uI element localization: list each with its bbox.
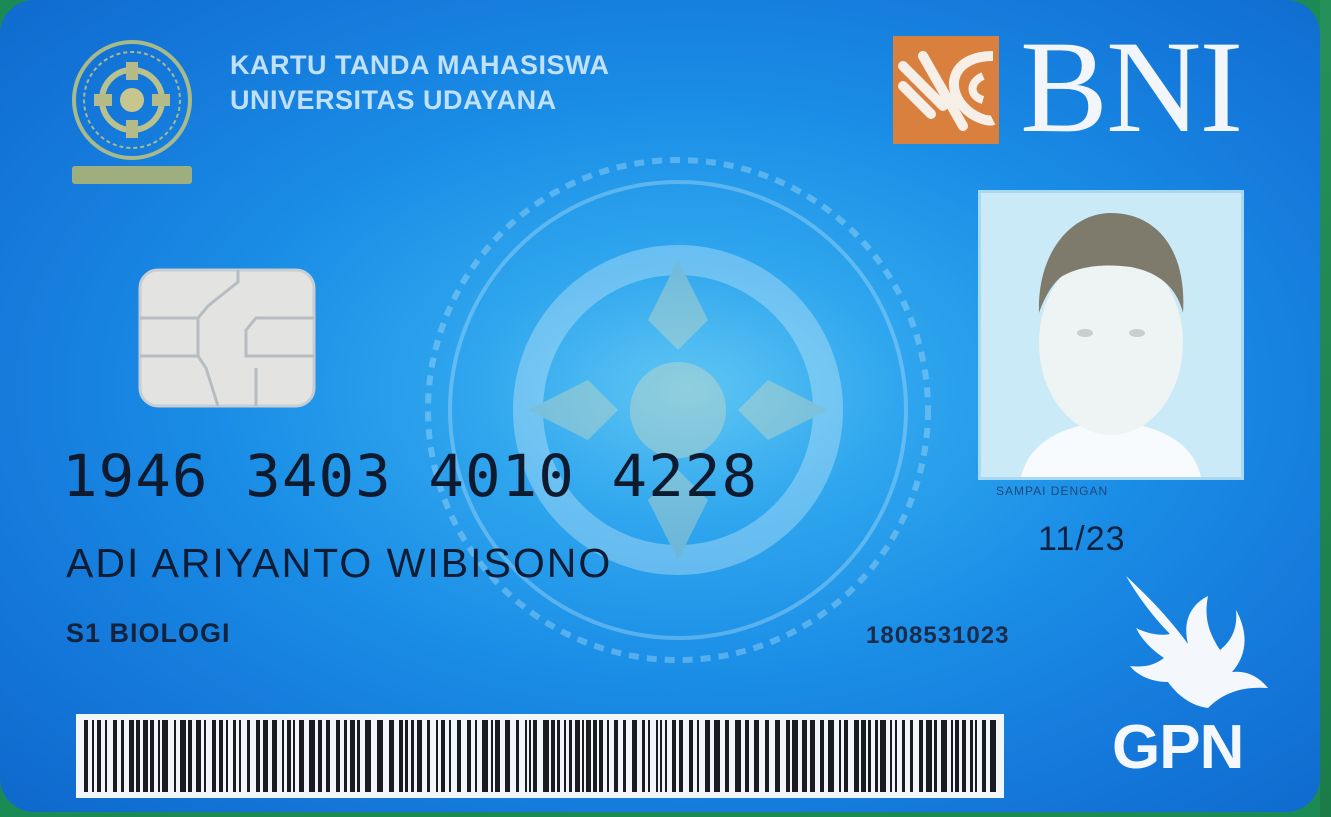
barcode-bar: [962, 720, 966, 792]
barcode-bar: [895, 720, 897, 792]
barcode-bar: [417, 720, 422, 792]
barcode-bar: [436, 720, 438, 792]
barcode-bar: [689, 720, 693, 792]
barcode-bar: [121, 720, 124, 792]
barcode-bar: [705, 720, 710, 792]
barcode-bar: [441, 720, 445, 792]
barcode-bar: [868, 720, 871, 792]
bank-name: BNI: [1020, 13, 1242, 160]
barcode-bar: [239, 720, 241, 792]
background-edge: [1320, 0, 1331, 817]
barcode-bar: [665, 720, 667, 792]
barcode-bar: [934, 720, 937, 792]
barcode-bar: [204, 720, 206, 792]
barcode-bar: [180, 720, 186, 792]
barcode-bar: [350, 720, 355, 792]
barcode-bar: [491, 720, 493, 792]
barcode-bar: [377, 720, 383, 792]
barcode-bar: [982, 720, 986, 792]
barcode-bar: [660, 720, 662, 792]
barcode-bar: [256, 720, 260, 792]
bni-logo-icon: [893, 36, 999, 144]
barcode-bar: [926, 720, 932, 792]
barcode-bar: [614, 720, 618, 792]
barcode-bar: [293, 720, 295, 792]
header-title: KARTU TANDA MAHASISWA: [230, 50, 610, 80]
barcode-bar: [92, 720, 94, 792]
barcode-bar: [105, 720, 107, 792]
barcode-bar: [955, 720, 959, 792]
holder-name: ADI ARIYANTO WIBISONO: [66, 540, 613, 586]
udayana-emblem-icon: [64, 38, 200, 188]
barcode-bar: [150, 720, 154, 792]
barcode-bar: [828, 720, 834, 792]
valid-until-date: 11/23: [1038, 520, 1126, 558]
barcode-bar: [129, 720, 134, 792]
barcode-bar: [282, 720, 284, 792]
barcode-bar: [642, 720, 645, 792]
barcode-bar: [919, 720, 923, 792]
barcode-bar: [765, 720, 769, 792]
barcode-bar: [411, 720, 414, 792]
barcode-bar: [495, 720, 500, 792]
barcode-bar: [786, 720, 790, 792]
valid-until-label: SAMPAI DENGAN: [996, 484, 1109, 498]
barcode-bar: [318, 720, 322, 792]
barcode-bar: [844, 720, 848, 792]
barcode-bar: [861, 720, 866, 792]
barcode-bar: [136, 720, 140, 792]
barcode-bar: [970, 720, 973, 792]
barcode-bar: [389, 720, 394, 792]
barcode-bar: [326, 720, 330, 792]
barcode-bar: [287, 720, 291, 792]
barcode-bar: [593, 720, 597, 792]
barcode-bar: [525, 720, 527, 792]
barcode-bar: [457, 720, 461, 792]
barcode-bar: [697, 720, 699, 792]
student-id-number: 1808531023: [866, 622, 1010, 649]
barcode-bar: [910, 720, 913, 792]
barcode-bar: [586, 720, 591, 792]
barcode-bar: [427, 720, 430, 792]
barcode-bar: [607, 720, 609, 792]
barcode-bar: [902, 720, 905, 792]
barcode-bar: [405, 720, 408, 792]
network-name: GPN: [1112, 713, 1244, 782]
barcode-bar: [219, 720, 223, 792]
barcode-bar: [533, 720, 537, 792]
barcode-bar: [247, 720, 250, 792]
study-program: S1 BIOLOGI: [66, 618, 231, 648]
barcode-bar: [482, 720, 488, 792]
barcode-bar: [529, 720, 531, 792]
barcode-bar: [263, 720, 268, 792]
barcode-bar: [564, 720, 566, 792]
barcode-bar: [735, 720, 741, 792]
card-number: 1946 3403 4010 4228: [62, 442, 759, 510]
barcode-bar: [839, 720, 841, 792]
barcode-bar: [754, 720, 759, 792]
barcode-bar: [792, 720, 798, 792]
barcode-bar: [516, 720, 519, 792]
smart-chip-icon: [138, 268, 316, 408]
barcode-bar: [475, 720, 477, 792]
barcode-bar: [880, 720, 886, 792]
barcode-bar: [582, 720, 584, 792]
barcode-bar: [158, 720, 160, 792]
header-university: UNIVERSITAS UDAYANA: [230, 85, 557, 115]
barcode-bar: [951, 720, 953, 792]
barcode-bar: [467, 720, 471, 792]
barcode-bar: [365, 720, 371, 792]
barcode-bar: [854, 720, 859, 792]
barcode-bar: [623, 720, 626, 792]
barcode-bar: [975, 720, 977, 792]
barcode-bar: [309, 720, 315, 792]
barcode-bar: [84, 720, 88, 792]
barcode-bar: [714, 720, 720, 792]
barcode-bar: [672, 720, 676, 792]
gpn-garuda-icon: [1112, 570, 1272, 720]
barcode-bar: [212, 720, 216, 792]
barcode-bar: [543, 720, 549, 792]
barcode-bar: [226, 720, 228, 792]
barcode-bar: [299, 720, 304, 792]
barcode-bar: [820, 720, 824, 792]
barcode-bar: [599, 720, 603, 792]
barcode-bar: [569, 720, 572, 792]
barcode-bar: [272, 720, 277, 792]
barcode-bar: [575, 720, 580, 792]
barcode-bar: [941, 720, 947, 792]
barcode-bar: [188, 720, 192, 792]
barcode-bar: [810, 720, 815, 792]
barcode-bar: [505, 720, 510, 792]
barcode-bar: [449, 720, 451, 792]
barcode-bar: [162, 720, 168, 792]
card-header: [230, 48, 609, 118]
barcode-bar: [890, 720, 892, 792]
barcode-bar: [551, 720, 555, 792]
barcode-bar: [656, 720, 658, 792]
barcode-bar: [399, 720, 403, 792]
barcode-bar: [344, 720, 347, 792]
barcode-bar: [336, 720, 340, 792]
holder-photo: [978, 190, 1244, 480]
barcode-bar: [648, 720, 650, 792]
barcode-bar: [557, 720, 560, 792]
barcode-bar: [113, 720, 117, 792]
barcode-bar: [632, 720, 637, 792]
barcode-bar: [725, 720, 729, 792]
barcode-bar: [775, 720, 780, 792]
barcode-bar: [174, 720, 176, 792]
barcode-bar: [97, 720, 101, 792]
barcode-bar: [990, 720, 996, 792]
barcode-bar: [745, 720, 749, 792]
barcode-bar: [802, 720, 807, 792]
barcode-bar: [196, 720, 201, 792]
barcode-bar: [679, 720, 683, 792]
barcode-bar: [875, 720, 878, 792]
barcode-bar: [143, 720, 148, 792]
barcode-bar: [357, 720, 360, 792]
barcode: [76, 714, 1004, 798]
udayana-watermark-icon: [418, 150, 938, 670]
barcode-bar: [233, 720, 236, 792]
